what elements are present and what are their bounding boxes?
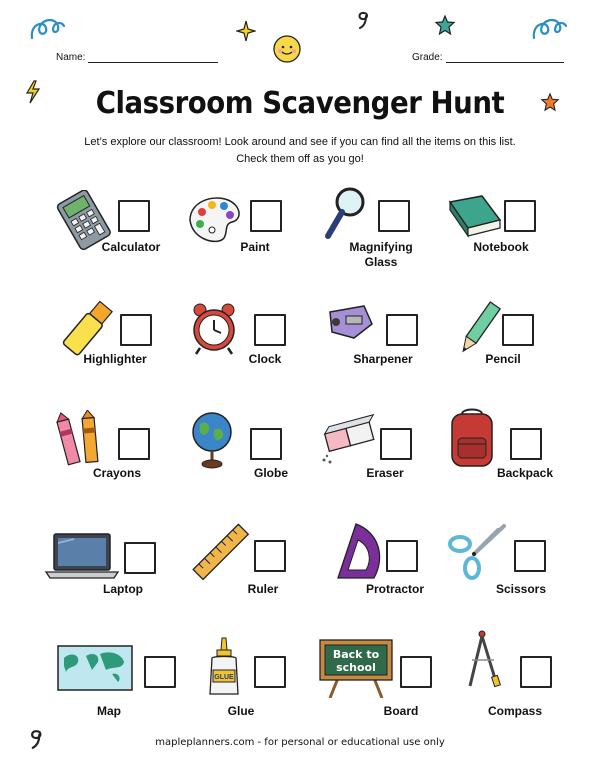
- laptop-icon: [44, 528, 122, 588]
- checkbox-pencil[interactable]: [502, 314, 534, 346]
- footer-text: mapleplanners.com - for personal or educational use only: [155, 737, 445, 748]
- checkbox-paint[interactable]: [250, 200, 282, 232]
- grade-label: Grade:: [412, 52, 443, 63]
- item-globe: [184, 410, 334, 520]
- checkbox-magnifying-glass[interactable]: [378, 200, 410, 232]
- checkbox-highlighter[interactable]: [120, 314, 152, 346]
- checkbox-board[interactable]: [400, 656, 432, 688]
- checkbox-protractor[interactable]: [386, 540, 418, 572]
- checkbox-eraser[interactable]: [380, 428, 412, 460]
- name-field[interactable]: [56, 52, 218, 63]
- item-label: Crayons: [92, 466, 142, 480]
- smiley-face-icon: [272, 34, 302, 64]
- item-laptop: [44, 522, 194, 632]
- swirl-decoration-right: [530, 14, 570, 44]
- page-title: Classroom Scavenger Hunt: [95, 86, 505, 121]
- item-label: Laptop: [103, 582, 143, 596]
- item-clock: [184, 298, 334, 408]
- checkbox-ruler[interactable]: [254, 540, 286, 572]
- checkbox-laptop[interactable]: [124, 542, 156, 574]
- item-label: Clock: [248, 352, 282, 366]
- item-label: Board: [383, 704, 419, 718]
- intro-text: [50, 134, 550, 168]
- star-icon: [434, 14, 456, 36]
- star-icon: [236, 20, 256, 42]
- checkbox-scissors[interactable]: [514, 540, 546, 572]
- item-label: Calculator: [101, 240, 161, 254]
- item-backpack: [448, 410, 598, 520]
- map-icon: [56, 640, 136, 700]
- item-label: Ruler: [247, 582, 279, 596]
- item-ruler: [184, 522, 334, 632]
- item-label: Compass: [487, 704, 543, 718]
- item-crayons: [50, 410, 200, 520]
- item-label: Notebook: [473, 240, 529, 254]
- item-map: [56, 636, 206, 746]
- highlighter-icon: [52, 298, 124, 358]
- item-board: [318, 636, 468, 746]
- item-label: Protractor: [365, 582, 424, 596]
- checkbox-notebook[interactable]: [504, 200, 536, 232]
- globe-icon: [184, 410, 256, 470]
- chalkboard-icon: [318, 638, 394, 698]
- name-label: Name:: [56, 52, 86, 63]
- grade-line[interactable]: [446, 52, 564, 63]
- intro-line-2: Check them off as you go!: [236, 153, 364, 165]
- item-paint: [184, 184, 334, 294]
- checkbox-backpack[interactable]: [510, 428, 542, 460]
- item-label: Magnifying Glass: [349, 240, 413, 269]
- grade-field[interactable]: [412, 52, 564, 63]
- item-label: Globe: [253, 466, 288, 480]
- glue-label-text: GLUE: [214, 674, 234, 681]
- item-label: Backpack: [496, 466, 554, 480]
- item-highlighter: [50, 298, 200, 408]
- intro-line-1: Let’s explore our classroom! Look around and see if you can find all the items on this list.: [84, 136, 516, 148]
- item-label: Scissors: [495, 582, 547, 596]
- checkbox-compass[interactable]: [520, 656, 552, 688]
- item-label: Glue: [227, 704, 255, 718]
- item-label: Highlighter: [83, 352, 147, 366]
- board-text-line-2: school: [336, 661, 376, 674]
- item-notebook: [440, 184, 590, 294]
- item-scissors: [442, 522, 592, 632]
- item-pencil: [448, 298, 598, 408]
- item-label: Sharpener: [353, 352, 413, 366]
- swirl-decoration-left: [28, 14, 68, 44]
- item-label: Eraser: [366, 466, 404, 480]
- item-sharpener: [318, 298, 468, 408]
- item-label: Paint: [240, 240, 270, 254]
- checkbox-globe[interactable]: [250, 428, 282, 460]
- checkbox-map[interactable]: [144, 656, 176, 688]
- item-label: Pencil: [485, 352, 521, 366]
- item-compass: [460, 630, 600, 740]
- squiggle-icon: [356, 10, 370, 30]
- ruler-icon: [190, 522, 262, 582]
- crayons-icon: [50, 410, 122, 470]
- checkbox-clock[interactable]: [254, 314, 286, 346]
- backpack-icon: [446, 408, 518, 468]
- board-text-line-1: Back to: [332, 648, 380, 661]
- checkbox-calculator[interactable]: [118, 200, 150, 232]
- item-label: Map: [97, 704, 121, 718]
- item-calculator: [50, 184, 200, 294]
- scissors-icon: [444, 522, 516, 582]
- checkbox-glue[interactable]: [254, 656, 286, 688]
- name-line[interactable]: [88, 52, 218, 63]
- alarm-clock-icon: [184, 300, 256, 360]
- checkbox-sharpener[interactable]: [386, 314, 418, 346]
- checkbox-crayons[interactable]: [118, 428, 150, 460]
